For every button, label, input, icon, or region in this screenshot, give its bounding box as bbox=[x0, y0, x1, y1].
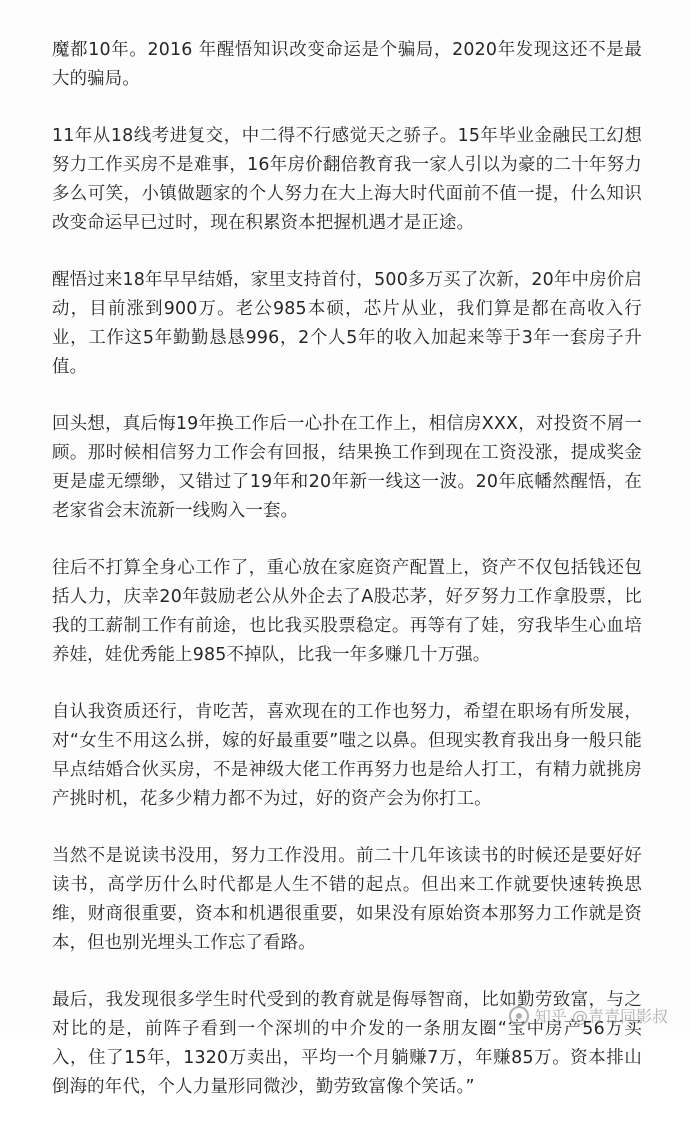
paragraph: 魔都10年。2016 年醒悟知识改变命运是个骗局，2020年发现这还不是最大的骗局。 bbox=[52, 40, 642, 89]
paragraph: 当然不是说读书没用，努力工作没用。前二十几年该读书的时候还是要好好读书，高学历什么时代都是人生不错的起点。但出来工作就要快速转换思维，财商很重要，资本和机遇很重要，如果没有原始资本那努力工作就是资本，但也别光埋头工作忘了看路。 bbox=[52, 846, 642, 953]
watermark bbox=[509, 1004, 668, 1027]
paragraph: 11年从18线考进复交，中二得不行感觉天之骄子。15年毕业金融民工幻想努力工作买房不是难事，16年房价翻倍教育我一家人引以为豪的二十年努力多么可笑，小镇做题家的个人努力在大上海大时代面前不值一提，什么知识改变命运早已过时，现在积累资本把握机遇才是正途。 bbox=[52, 126, 642, 233]
paragraph: 回头想，真后悔19年换工作后一心扑在工作上，相信房XXX，对投资不屑一顾。那时候相信努力工作会有回报，结果换工作到现在工资没涨，提成奖金更是虚无缥缈，又错过了19年和20年新一线这一波。20年底幡然醒悟，在老家省会末流新一线购入一套。 bbox=[52, 414, 642, 521]
weibo-logo-icon bbox=[509, 1006, 529, 1026]
paragraph: 最后，我发现很多学生时代受到的教育就是侮辱智商，比如勤劳致富，与之对比的是，前阵子看到一个深圳的中介发的一条朋友圈“宝中房产56万买入，住了15年，1320万卖出，平均一个月躺赚7万，年赚85万。资本排山倒海的年代，个人力量形同微沙，勤劳致富像个笑话。” bbox=[52, 990, 642, 1097]
paragraph: 自认我资质还行，肯吃苦，喜欢现在的工作也努力，希望在职场有所发展，对“女生不用这么拼，嫁的好最重要”嗤之以鼻。但现实教育我出身一般只能早点结婚合伙买房，不是神级大佬工作再努力也是给人打工，有精力就挑房产挑时机，花多少精力都不为过，好的资产会为你打工。 bbox=[52, 702, 642, 809]
paragraph: 往后不打算全身心工作了，重心放在家庭资产配置上，资产不仅包括钱还包括人力，庆幸20年鼓励老公从外企去了A股芯茅，好歹努力工作拿股票，比我的工薪制工作有前途，也比我买股票稳定。再等有了娃，穷我毕生心血培养娃，娃优秀能上985不掉队，比我一年多赚几十万强。 bbox=[52, 558, 642, 665]
article-body bbox=[52, 36, 642, 1130]
paragraph: 醒悟过来18年早早结婚，家里支持首付，500多万买了次新，20年中房价启动，目前涨到900万。老公985本硕，芯片从业，我们算是都在高收入行业，工作这5年勤勤恳恳996，2个人5年的收入加起来等于3年一套房子升值。 bbox=[52, 270, 642, 377]
watermark-text: 知乎 @青青同影叔 bbox=[534, 1007, 668, 1026]
